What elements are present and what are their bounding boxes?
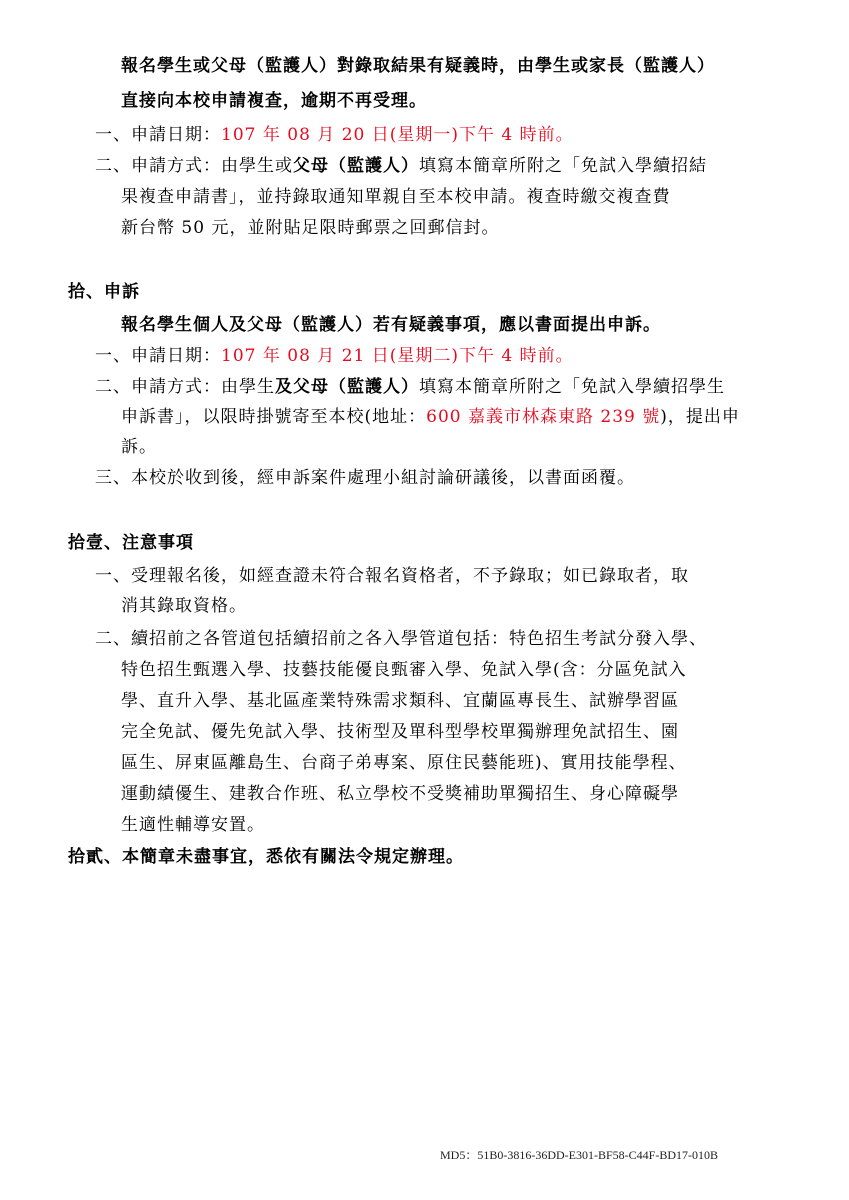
item-number: 一、 [95,346,131,366]
item-text: 受理報名後，如經查證未符合報名資格者，不予錄取；如已錄取者，取 [131,566,689,586]
section-10-intro: 報名學生個人及父母（監護人）若有疑義事項，應以書面提出申訴。 [121,315,661,335]
school-address: 600 嘉義市林森東路 239 號 [426,407,661,427]
section-12-title: 拾貳、本簡章未盡事宜，悉依有關法令規定辦理。 [68,847,464,867]
note-item-2-line: 生適性輔導安置。 [121,815,265,835]
review-item-2-line3: 新台幣 50 元，並附貼足限時郵票之回郵信封。 [121,218,500,238]
review-item-1 [95,124,574,146]
note-item-1 [95,565,689,587]
item-text: )，提出申 [660,407,740,427]
appeal-item-1 [95,345,574,367]
item-label: 申請日期： [131,125,221,145]
appeal-item-2 [95,376,725,398]
review-intro-line2: 直接向本校申請複查，逾期不再受理。 [121,91,427,111]
note-item-1-line2: 消其錄取資格。 [121,596,247,616]
note-item-2-line: 完全免試、優先免試入學、技術型及單科型學校單獨辦理免試招生、園 [121,722,679,742]
note-item-2-line: 特色招生甄選入學、技藝技能優良甄審入學、免試入學(含：分區免試入 [121,660,687,680]
note-item-2-line: 區生、屏東區離島生、台商子弟專案、原住民藝能班)、實用技能學程、 [121,753,687,773]
review-intro-line1: 報名學生或父母（監護人）對錄取結果有疑義時，由學生或家長（監護人） [121,56,715,76]
item-number: 一、 [95,566,131,586]
appeal-deadline: 107 年 08 月 21 日(星期二)下午 4 時前。 [221,346,574,366]
item-label: 申請日期： [131,346,221,366]
note-item-2 [95,628,707,650]
item-number: 三、 [95,468,131,488]
item-text: 填寫本簡章所附之「免試入學續招結 [419,156,707,176]
section-11-title: 拾壹、注意事項 [68,533,194,553]
appeal-item-2-line2 [121,406,740,428]
note-item-2-line: 學、直升入學、基北區產業特殊需求類科、宜蘭區專長生、試辦學習區 [121,691,679,711]
item-emphasis: 及父母（監護人） [275,377,419,397]
review-item-2 [95,155,707,177]
item-number: 二、 [95,377,131,397]
note-item-2-line: 運動績優生、建教合作班、私立學校不受獎補助單獨招生、身心障礙學 [121,784,679,804]
item-text: 填寫本簡章所附之「免試入學續招學生 [419,377,725,397]
item-number: 二、 [95,156,131,176]
appeal-item-2-line3: 訴。 [121,437,157,457]
item-text: 本校於收到後，經申訴案件處理小組討論研議後，以書面函覆。 [131,468,635,488]
section-10-title: 拾、申訴 [68,282,140,302]
review-deadline: 107 年 08 月 20 日(星期一)下午 4 時前。 [221,125,574,145]
item-text: 申請方式：由學生 [131,377,275,397]
appeal-item-3 [95,467,635,489]
review-item-2-line2: 果複查申請書」，並持錄取通知單親自至本校申請。複查時繳交複查費 [121,187,671,207]
item-emphasis: 父母（監護人） [293,156,419,176]
md5-footer: MD5：51B0-3816-36DD-E301-BF58-C44F-BD17-010B [440,1148,719,1162]
item-text: 續招前之各管道包括續招前之各入學管道包括：特色招生考試分發入學、 [131,629,707,649]
item-text: 申訴書」，以限時掛號寄至本校(地址： [121,407,427,427]
item-text: 申請方式：由學生或 [131,156,293,176]
item-number: 一、 [95,125,131,145]
item-number: 二、 [95,629,131,649]
